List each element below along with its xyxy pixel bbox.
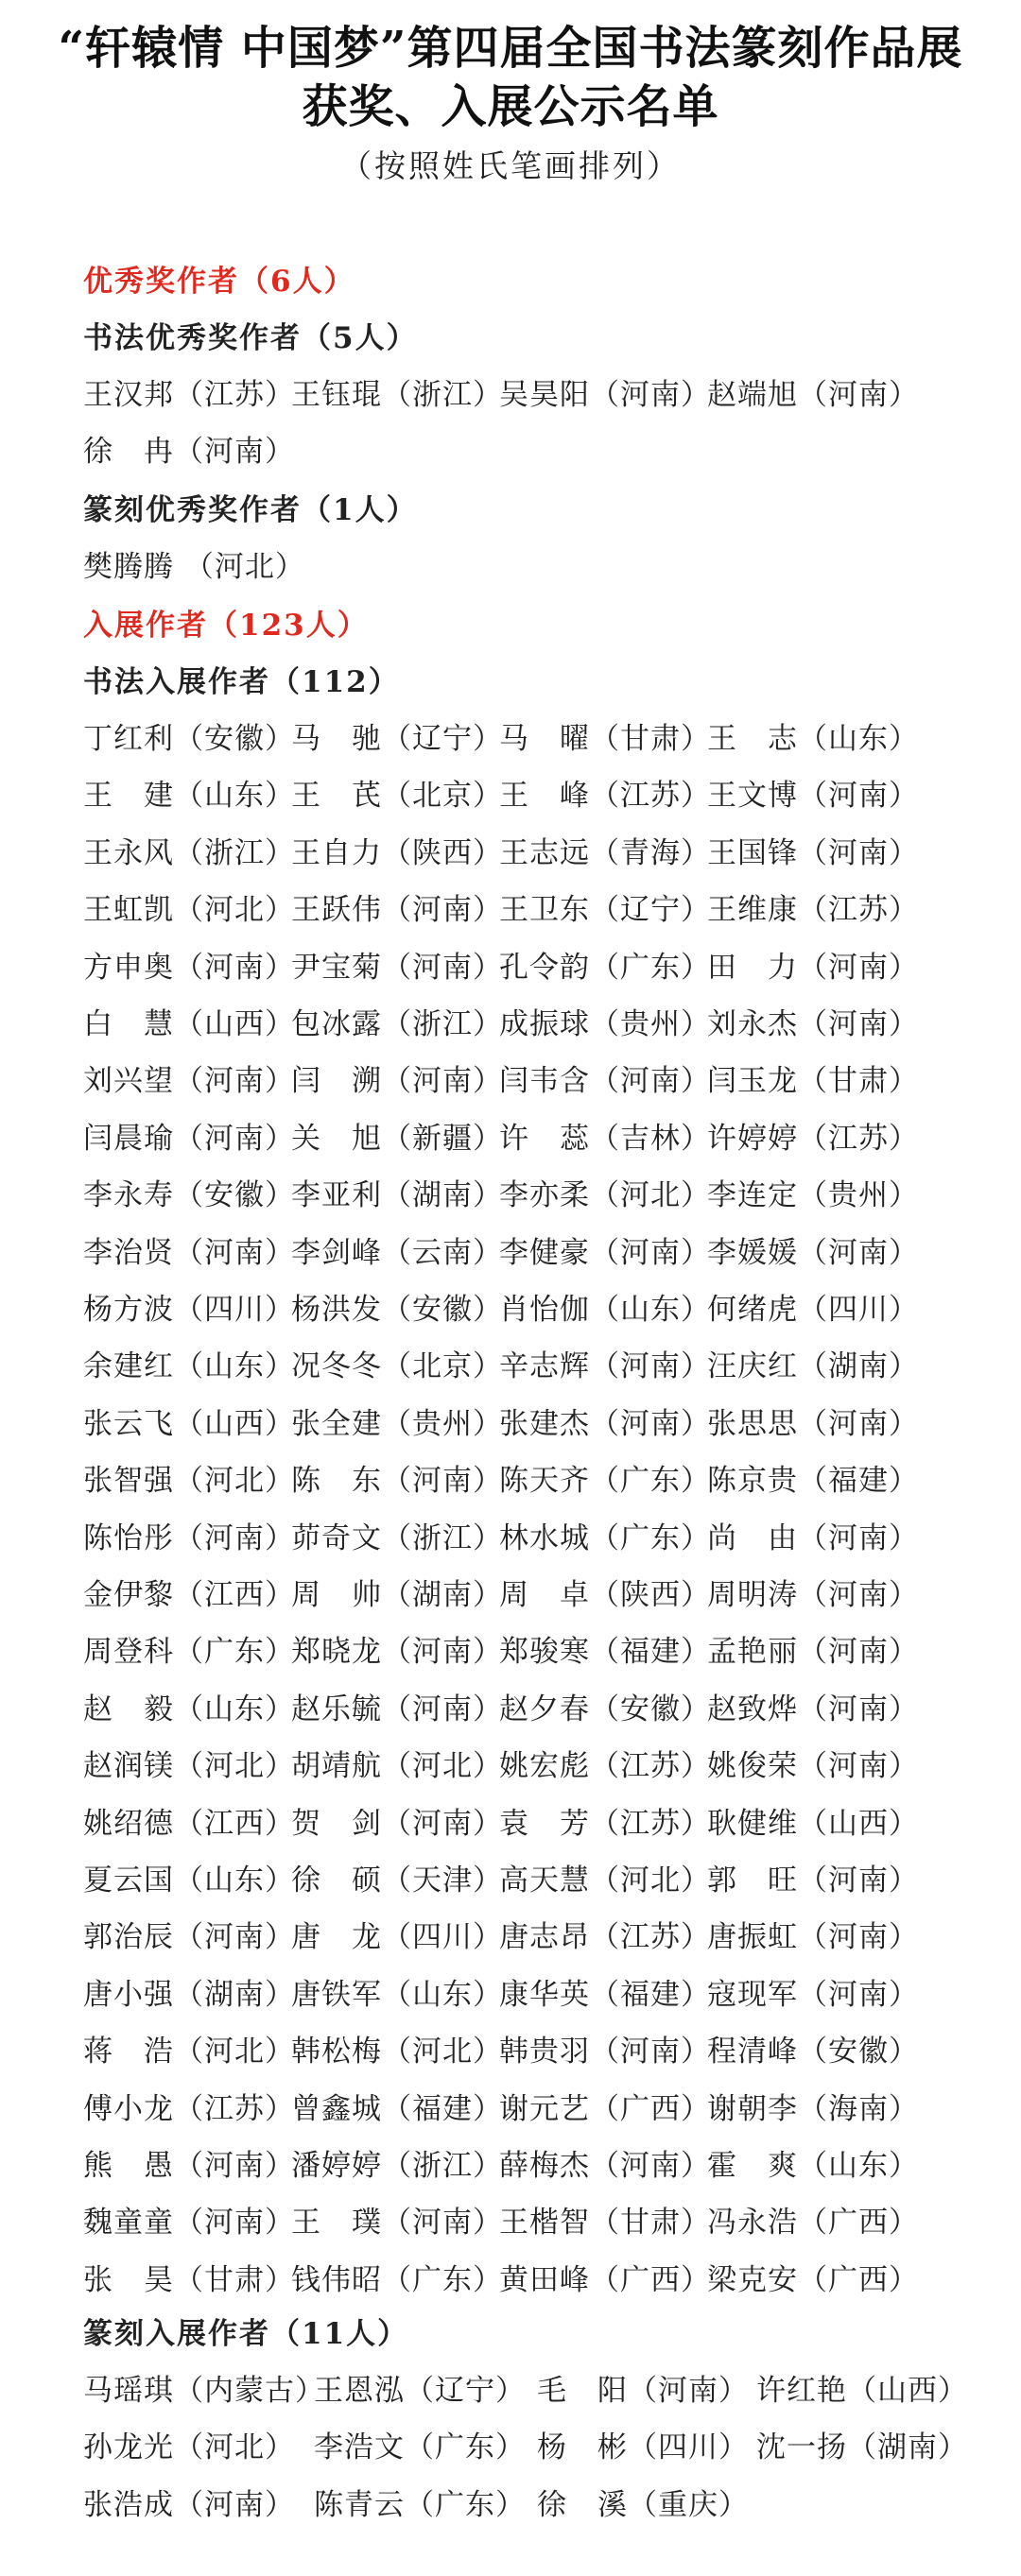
author-entry: 蒋 浩（河北） — [83, 2035, 295, 2069]
name-row — [0, 1456, 1021, 1505]
author-entry: 闫玉龙（甘肃） — [707, 1064, 919, 1099]
author-entry: 唐小强（湖南） — [83, 1977, 295, 2012]
author-entry: 谢朝李（海南） — [707, 2091, 919, 2126]
author-entry: 郑骏寒（福建） — [499, 1635, 711, 1670]
author-entry: 李治贤（河南） — [83, 1235, 295, 1270]
author-entry: 王国锋（河南） — [707, 835, 919, 870]
author-entry: 徐 硕（天津） — [291, 1863, 503, 1898]
author-entry: 王 志（山东） — [707, 722, 919, 756]
author-entry: 赵端旭（河南） — [707, 378, 919, 412]
author-entry: 王志远（青海） — [499, 835, 711, 870]
name-row — [0, 943, 1021, 992]
name-row — [0, 2481, 1021, 2530]
name-row — [0, 771, 1021, 820]
author-entry: 丁红利（安徽） — [83, 722, 295, 756]
name-row — [0, 370, 1021, 420]
author-entry: 张 昊（甘肃） — [83, 2262, 295, 2297]
author-entry: 李亦柔（河北） — [499, 1178, 711, 1213]
author-entry: 赵夕春（安徽） — [499, 1692, 711, 1726]
author-entry: 林水城（广东） — [499, 1520, 711, 1555]
author-entry: 马瑶琪（内蒙古） — [83, 2374, 325, 2408]
author-entry: 方申奥（河南） — [83, 950, 295, 985]
author-entry: 韩松梅（河北） — [291, 2035, 503, 2069]
author-entry: 孙龙光（河北） — [83, 2430, 295, 2465]
author-entry: 刘永杰（河南） — [707, 1007, 919, 1041]
author-entry: 杨洪发（安徽） — [291, 1293, 503, 1327]
author-entry: 徐 溪（重庆） — [537, 2487, 749, 2522]
name-row — [0, 1571, 1021, 1620]
author-entry: 王恩泓（辽宁） — [314, 2374, 526, 2408]
author-entry: 王 璞（河南） — [291, 2206, 503, 2241]
author-entry: 陈怡彤（河南） — [83, 1520, 295, 1555]
name-row — [0, 885, 1021, 935]
author-entry: 徐 冉（河南） — [83, 435, 295, 470]
author-entry: 陈天齐（广东） — [499, 1464, 711, 1499]
author-entry: 马 驰（辽宁） — [291, 722, 503, 756]
author-entry: 关 旭（新疆） — [291, 1121, 503, 1156]
author-entry: 张全建（贵州） — [291, 1406, 503, 1441]
author-entry: 包冰露（浙江） — [291, 1007, 503, 1041]
name-row — [0, 1970, 1021, 2019]
author-entry: 李剑峰（云南） — [291, 1235, 503, 1270]
author-entry: 赵 毅（山东） — [83, 1692, 295, 1726]
author-entry: 李永寿（安徽） — [83, 1178, 295, 1213]
author-entry: 樊腾腾 （河北） — [83, 550, 305, 584]
author-entry: 马 曜（甘肃） — [499, 722, 711, 756]
author-entry: 王自力（陕西） — [291, 835, 503, 870]
author-entry: 李亚利（湖南） — [291, 1178, 503, 1213]
author-entry: 袁 芳（江苏） — [499, 1806, 711, 1841]
name-row — [0, 1685, 1021, 1734]
author-entry: 孟艳丽（河南） — [707, 1635, 919, 1670]
name-row — [0, 1114, 1021, 1163]
author-entry: 郑晓龙（河南） — [291, 1635, 503, 1670]
author-entry: 成振球（贵州） — [499, 1007, 711, 1041]
author-entry: 况冬冬（北京） — [291, 1349, 503, 1384]
author-entry: 王文博（河南） — [707, 779, 919, 814]
author-entry: 陈 东（河南） — [291, 1464, 503, 1499]
name-row — [0, 2366, 1021, 2415]
author-entry: 王虹凯（河北） — [83, 893, 295, 928]
author-entry: 夏云国（山东） — [83, 1863, 295, 1898]
author-entry: 杨 彬（四川） — [537, 2430, 749, 2465]
author-entry: 耿健维（山西） — [707, 1806, 919, 1841]
author-entry: 唐铁军（山东） — [291, 1977, 503, 2012]
exhibited-calligraphy-heading: 书法入展作者（112） — [83, 665, 400, 699]
name-row — [0, 1514, 1021, 1563]
author-entry: 姚宏彪（江苏） — [499, 1749, 711, 1784]
author-entry: 李连定（贵州） — [707, 1178, 919, 1213]
name-row — [0, 2256, 1021, 2305]
name-row — [0, 1285, 1021, 1334]
author-entry: 胡靖航（河北） — [291, 1749, 503, 1784]
name-row — [0, 1627, 1021, 1676]
author-entry: 肖怡伽（山东） — [499, 1293, 711, 1327]
author-entry: 赵致烨（河南） — [707, 1692, 919, 1726]
author-entry: 曾鑫城（福建） — [291, 2091, 503, 2126]
author-entry: 姚绍德（江西） — [83, 1806, 295, 1841]
name-row — [0, 542, 1021, 592]
author-entry: 孔令韵（广东） — [499, 950, 711, 985]
author-entry: 田 力（河南） — [707, 950, 919, 985]
author-entry: 王楷智（甘肃） — [499, 2206, 711, 2241]
author-entry: 唐 龙（四川） — [291, 1920, 503, 1955]
author-entry: 张智强（河北） — [83, 1464, 295, 1499]
author-entry: 李媛媛（河南） — [707, 1235, 919, 1270]
author-entry: 高天慧（河北） — [499, 1863, 711, 1898]
author-entry: 闫晨瑜（河南） — [83, 1121, 295, 1156]
author-entry: 寇现军（河南） — [707, 1977, 919, 2012]
exhibited-seal-heading: 篆刻入展作者（11人） — [83, 2317, 409, 2351]
author-entry: 李健豪（河南） — [499, 1235, 711, 1270]
author-entry: 许红艳（山西） — [756, 2374, 968, 2408]
author-entry: 陈青云（广东） — [314, 2487, 526, 2522]
author-entry: 钱伟昭（广东） — [291, 2262, 503, 2297]
title-line-2: 获奖、入展公示名单 — [302, 80, 719, 133]
author-entry: 余建红（山东） — [83, 1349, 295, 1384]
author-entry: 霍 爽（山东） — [707, 2149, 919, 2183]
author-entry: 张思思（河南） — [707, 1406, 919, 1441]
author-entry: 张云飞（山西） — [83, 1406, 295, 1441]
author-entry: 贺 剑（河南） — [291, 1806, 503, 1841]
author-entry: 冯永浩（广西） — [707, 2206, 919, 2241]
author-entry: 毛 阳（河南） — [537, 2374, 749, 2408]
name-row — [0, 427, 1021, 476]
name-row — [0, 1799, 1021, 1848]
author-entry: 张建杰（河南） — [499, 1406, 711, 1441]
name-row — [0, 714, 1021, 764]
author-entry: 谢元艺（广西） — [499, 2091, 711, 2126]
name-row — [0, 2027, 1021, 2076]
author-entry: 王 芪（北京） — [291, 779, 503, 814]
title-line-1: “轩辕情 中国梦”第四届全国书法篆刻作品展 — [58, 22, 963, 75]
name-row — [0, 2198, 1021, 2247]
author-entry: 周登科（广东） — [83, 1635, 295, 1670]
author-entry: 魏童童（河南） — [83, 2206, 295, 2241]
name-row — [0, 2423, 1021, 2472]
author-entry: 梁克安（广西） — [707, 2262, 919, 2297]
author-entry: 王钰琨（浙江） — [291, 378, 503, 412]
author-entry: 黄田峰（广西） — [499, 2262, 711, 2297]
author-entry: 许婷婷（江苏） — [707, 1121, 919, 1156]
author-entry: 周 帅（湖南） — [291, 1578, 503, 1612]
author-entry: 白 慧（山西） — [83, 1007, 295, 1041]
author-entry: 王 建（山东） — [83, 779, 295, 814]
name-row — [0, 1742, 1021, 1791]
author-entry: 姚俊荣（河南） — [707, 1749, 919, 1784]
author-entry: 沈一扬（湖南） — [756, 2430, 968, 2465]
author-entry: 李浩文（广东） — [314, 2430, 526, 2465]
name-row — [0, 829, 1021, 878]
author-entry: 金伊黎（江西） — [83, 1578, 295, 1612]
author-entry: 唐振虹（河南） — [707, 1920, 919, 1955]
author-entry: 辛志辉（河南） — [499, 1349, 711, 1384]
excellence-heading: 优秀奖作者（6人） — [83, 265, 355, 299]
author-entry: 何绪虎（四川） — [707, 1293, 919, 1327]
name-row — [0, 1342, 1021, 1391]
name-row — [0, 1400, 1021, 1449]
author-entry: 郭 旺（河南） — [707, 1863, 919, 1898]
author-entry: 傅小龙（江苏） — [83, 2091, 295, 2126]
author-entry: 王维康（江苏） — [707, 893, 919, 928]
author-entry: 尚 由（河南） — [707, 1520, 919, 1555]
author-entry: 王跃伟（河南） — [291, 893, 503, 928]
author-entry: 闫 溯（河南） — [291, 1064, 503, 1099]
author-entry: 郭治辰（河南） — [83, 1920, 295, 1955]
author-entry: 尹宝菊（河南） — [291, 950, 503, 985]
name-row — [0, 1056, 1021, 1106]
author-entry: 程清峰（安徽） — [707, 2035, 919, 2069]
name-row — [0, 2141, 1021, 2190]
exhibited-heading: 入展作者（123人） — [83, 609, 369, 643]
author-entry: 许 蕊（吉林） — [499, 1121, 711, 1156]
author-entry: 王卫东（辽宁） — [499, 893, 711, 928]
subtitle: （按照姓氏笔画排列） — [340, 147, 681, 184]
author-entry: 张浩成（河南） — [83, 2487, 295, 2522]
excellence-calligraphy-heading: 书法优秀奖作者（5人） — [83, 321, 418, 355]
author-entry: 薛梅杰（河南） — [499, 2149, 711, 2183]
author-entry: 赵润镁（河北） — [83, 1749, 295, 1784]
author-entry: 吴昊阳（河南） — [499, 378, 711, 412]
author-entry: 康华英（福建） — [499, 1977, 711, 2012]
author-entry: 刘兴望（河南） — [83, 1064, 295, 1099]
author-entry: 闫韦含（河南） — [499, 1064, 711, 1099]
name-row — [0, 1856, 1021, 1905]
name-row — [0, 1000, 1021, 1049]
author-entry: 周明涛（河南） — [707, 1578, 919, 1612]
author-entry: 王汉邦（江苏） — [83, 378, 295, 412]
author-entry: 王 峰（江苏） — [499, 779, 711, 814]
author-entry: 王永风（浙江） — [83, 835, 295, 870]
author-entry: 赵乐毓（河南） — [291, 1692, 503, 1726]
excellence-seal-heading: 篆刻优秀奖作者（1人） — [83, 493, 418, 527]
author-entry: 陈京贵（福建） — [707, 1464, 919, 1499]
name-row — [0, 2085, 1021, 2134]
author-entry: 汪庆红（湖南） — [707, 1349, 919, 1384]
name-row — [0, 1171, 1021, 1220]
author-entry: 周 卓（陕西） — [499, 1578, 711, 1612]
author-entry: 熊 愚（河南） — [83, 2149, 295, 2183]
author-entry: 茆奇文（浙江） — [291, 1520, 503, 1555]
author-entry: 潘婷婷（浙江） — [291, 2149, 503, 2183]
author-entry: 唐志昂（江苏） — [499, 1920, 711, 1955]
name-row — [0, 1913, 1021, 1962]
name-row — [0, 1228, 1021, 1278]
author-entry: 杨方波（四川） — [83, 1293, 295, 1327]
author-entry: 韩贵羽（河南） — [499, 2035, 711, 2069]
